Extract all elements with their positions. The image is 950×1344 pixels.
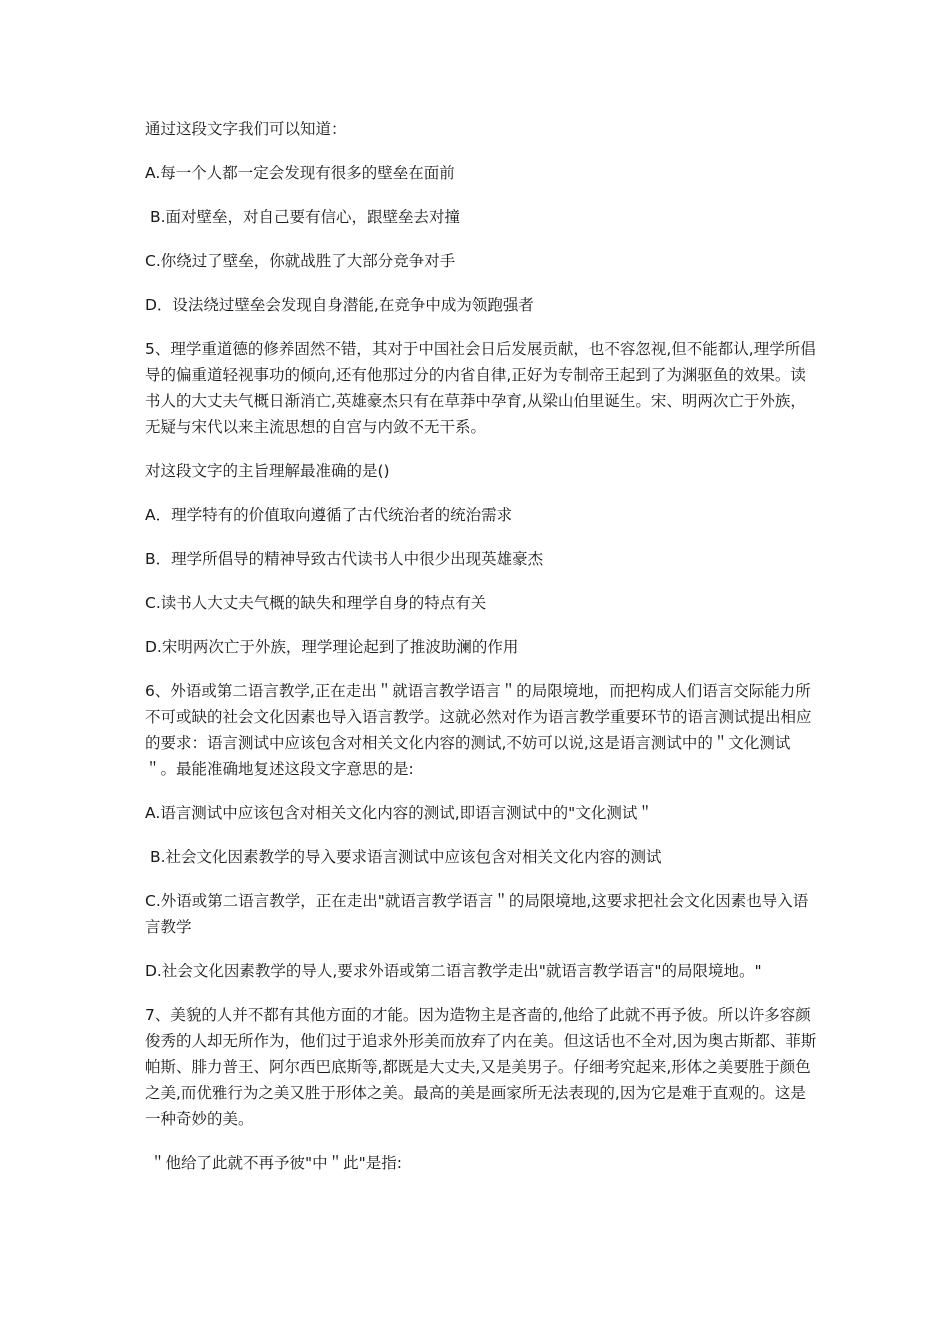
question-5-option-b: B．理学所倡导的精神导致古代读书人中很少出现英雄豪杰	[145, 550, 544, 568]
question-5-prompt: 对这段文字的主旨理解最准确的是()	[145, 462, 390, 480]
question-5-option-c: C.读书人大丈夫气概的缺失和理学自身的特点有关	[145, 594, 487, 612]
question-5-option-d: D.宋明两次亡于外族，理学理论起到了推波助澜的作用	[145, 638, 519, 656]
question-7-passage: 7、美貌的人并不都有其他方面的才能。因为造物主是吝啬的,他给了此就不再予彼。所以许多容颜俊秀的人却无所作为，他们过于追求外形美而放弃了内在美。但这话也不全对,因为奥古斯都、菲斯帕斯、腓力普王、阿尔西巴底斯等,都既是大丈夫,又是美男子。仔细考究起来,形体之美要胜于颜色之美,而优雅行为之美又胜于形体之美。最高的美是画家所无法表现的,因为它是难于直观的。这是一种奇妙的美。	[145, 1006, 817, 1128]
question-6-option-d: D.社会文化因素教学的导人,要求外语或第二语言教学走出"就语言教学语言"的局限境地。"	[145, 962, 762, 980]
question-6-passage: 6、外语或第二语言教学,正在走出＂就语言教学语言＂的局限境地，而把构成人们语言交际能力所不可或缺的社会文化因素也导入语言教学。这就必然对作为语言教学重要环节的语言测试提出相应的要求：语言测试中应该包含对相关文化内容的测试,不妨可以说,这是语言测试中的＂文化测试＂。最能准确地复述这段文字意思的是:	[145, 682, 812, 778]
option-d: D．设法绕过壁垒会发现自身潜能,在竞争中成为领跑强者	[145, 296, 534, 314]
option-a: A.每一个人都一定会发现有很多的壁垒在面前	[145, 164, 455, 182]
question-5-passage: 5、理学重道德的修养固然不错，其对于中国社会日后发展贡献，也不容忽视,但不能都认,理学所倡导的偏重道轻视事功的倾向,还有他那过分的内省自律,正好为专制帝王起到了为渊驱鱼的效果。读书人的大丈夫气概日渐消亡,英雄豪杰只有在草莽中孕育,从梁山伯里诞生。宋、明两次亡于外族，无疑与宋代以来主流思想的自宫与内敛不无干系。	[145, 340, 816, 436]
question-6-option-a: A.语言测试中应该包含对相关文化内容的测试,即语言测试中的"文化测试＂	[145, 804, 653, 822]
question-6-option-c: C.外语或第二语言教学，正在走出"就语言教学语言＂的局限境地,这要求把社会文化因素也导入语言教学	[145, 892, 809, 936]
question-7-prompt: ＂他给了此就不再予彼"中＂此"是指:	[145, 1154, 402, 1172]
question-5-option-a: A．理学特有的价值取向遵循了古代统治者的统治需求	[145, 506, 513, 524]
option-b: B.面对壁垒，对自己要有信心，跟壁垒去对撞	[145, 208, 460, 226]
option-c: C.你绕过了壁垒，你就战胜了大部分竞争对手	[145, 252, 456, 270]
question-6-option-b: B.社会文化因素教学的导入要求语言测试中应该包含对相关文化内容的测试	[145, 848, 662, 866]
question-prompt: 通过这段文字我们可以知道：	[145, 120, 347, 138]
